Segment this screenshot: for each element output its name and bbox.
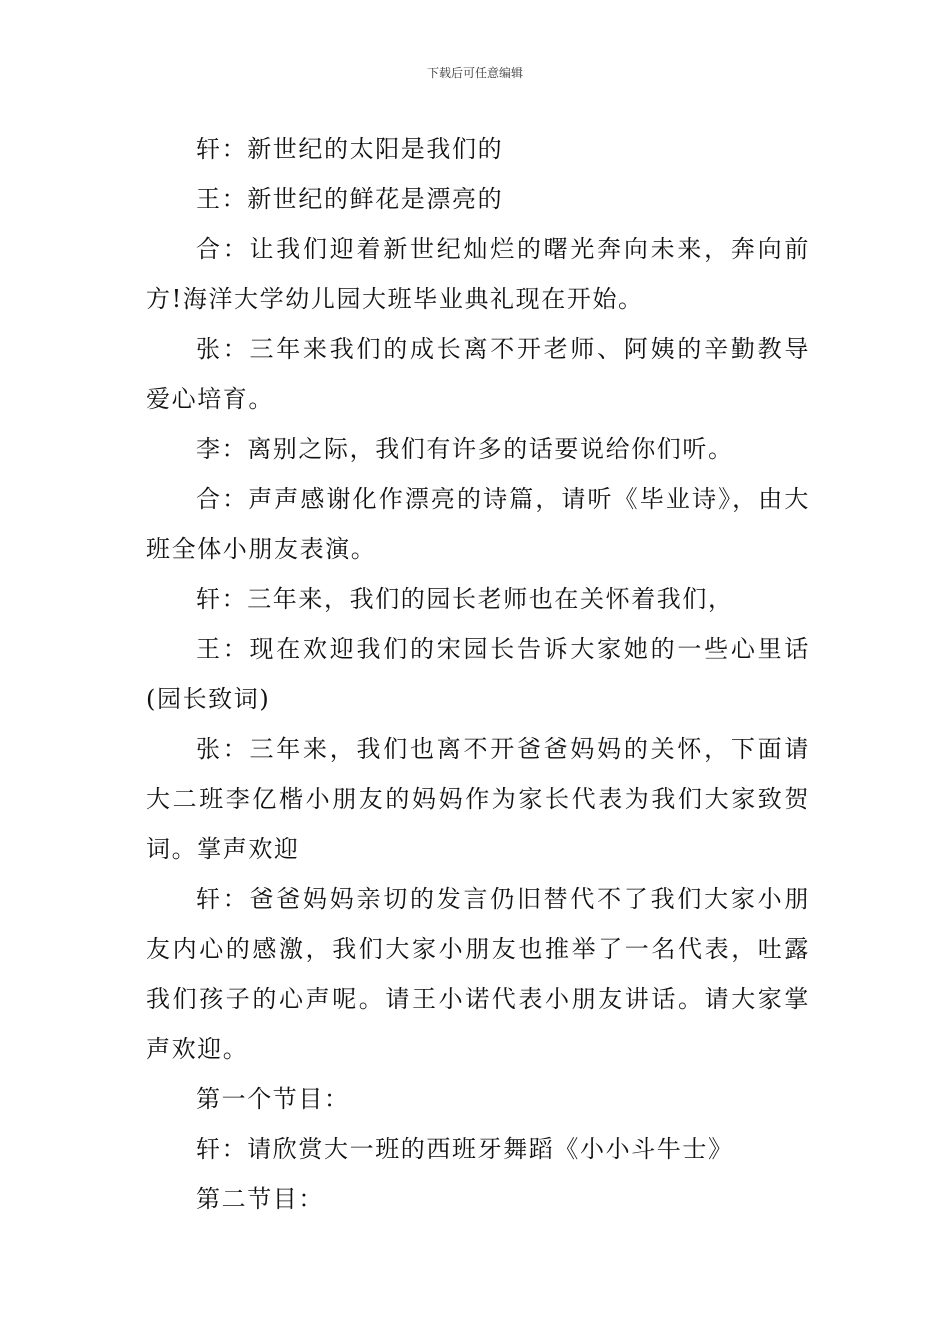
paragraph-zhang-parents: 张：三年来，我们也离不开爸爸妈妈的关怀，下面请大二班李亿楷小朋友的妈妈作为家长代表为我们大家致贺词。掌声欢迎 bbox=[146, 735, 810, 863]
paragraph-xuan-child-speech: 轩：爸爸妈妈亲切的发言仍旧替代不了我们大家小朋友内心的感激，我们大家小朋友也推举了一名代表，吐露我们孩子的心声呢。请王小诺代表小朋友讲话。请大家掌声欢迎。 bbox=[146, 885, 810, 1063]
paragraph-zhang-teachers: 张：三年来我们的成长离不开老师、阿姨的辛勤教导爱心培育。 bbox=[146, 335, 810, 413]
paragraph-wang-flowers: 王：新世纪的鲜花是漂亮的 bbox=[196, 185, 504, 213]
header-note: 下载后可任意编辑 bbox=[426, 66, 523, 80]
paragraph-xuan-dance: 轩：请欣赏大一班的西班牙舞蹈《小小斗牛士》 bbox=[196, 1135, 734, 1163]
paragraph-wang-welcome-principal: 王：现在欢迎我们的宋园长告诉大家她的一些心里话(园长致词) bbox=[146, 635, 810, 713]
paragraph-xuan-principal: 轩：三年来，我们的园长老师也在关怀着我们， bbox=[196, 585, 734, 613]
paragraph-li-farewell: 李：离别之际，我们有许多的话要说给你们听。 bbox=[196, 435, 734, 463]
paragraph-together-poem: 合：声声感谢化作漂亮的诗篇，请听《毕业诗》，由大班全体小朋友表演。 bbox=[146, 485, 810, 563]
paragraph-program-one: 第一个节目： bbox=[196, 1085, 350, 1113]
paragraph-program-two: 第二节目： bbox=[196, 1185, 324, 1213]
paragraph-xuan-sun: 轩：新世纪的太阳是我们的 bbox=[196, 135, 504, 163]
document-body bbox=[146, 124, 810, 1224]
paragraph-together-opening: 合：让我们迎着新世纪灿烂的曙光奔向未来，奔向前方!海洋大学幼儿园大班毕业典礼现在开始。 bbox=[146, 235, 810, 313]
